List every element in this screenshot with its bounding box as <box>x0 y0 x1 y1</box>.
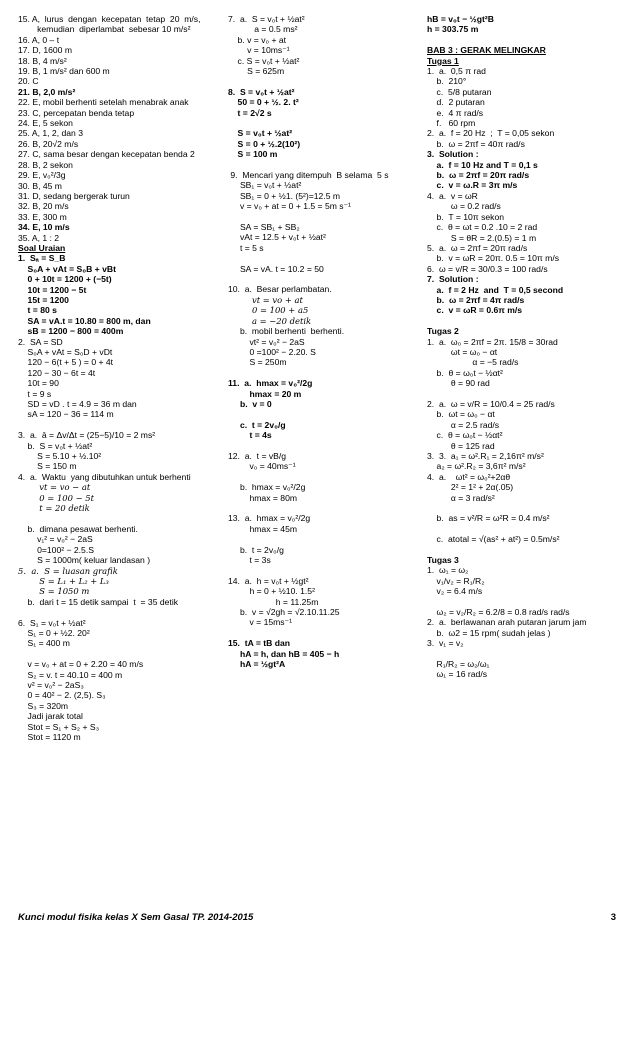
text-line <box>18 513 216 523</box>
text-line: hmax = 80m <box>228 492 298 503</box>
text-line: h = 11.25m <box>228 596 319 607</box>
text-line: kemudian diperlambat sebesar 10 m/s² <box>18 24 191 35</box>
text-line: ω₂ = v₂/R₂ = 6.2/8 = 0.8 rad/s rad/s <box>427 607 570 618</box>
text-line: 26. B, 20√2 m/s <box>18 138 79 149</box>
text-line: 19. B, 1 m/s² dan 600 m <box>18 66 110 77</box>
text-line: 1. a. 0,5 π rad <box>427 66 486 77</box>
text-line: h = 303.75 m <box>427 24 479 35</box>
text-line: 0=100² − 2.5.S <box>18 544 94 555</box>
text-line: hA = ½gt²A <box>228 658 286 669</box>
text-line: S₁ = 0 + ½2. 20² <box>18 627 90 638</box>
text-line <box>427 503 625 513</box>
text-line: Tugas 1 <box>427 55 459 66</box>
text-line: vt² = v₀² − 2aS <box>228 336 305 347</box>
text-line: vAt = 12.5 + v₀t + ½at² <box>228 232 326 243</box>
text-line: 13. a. hmax = v₀²/2g <box>228 513 311 524</box>
text-line: b. θ = ω₀t − ½αt² <box>427 367 503 378</box>
text-line: BAB 3 : GERAK MELINGKAR <box>427 45 546 56</box>
text-line: 24. E, 5 sekon <box>18 118 73 129</box>
text-line: c. v = ωR = 0.6π m/s <box>427 305 523 316</box>
text-line: SA = SB₁ + SB₂ <box>228 222 300 233</box>
text-line: 28. B, 2 sekon <box>18 159 73 170</box>
text-line: 3. 3. a₁ = ω².R₁ = 2,16π² m/s² <box>427 451 544 462</box>
text-line: hA = h, dan hB = 405 − h <box>228 648 340 659</box>
text-line: e. 4 π rad/s <box>427 107 484 118</box>
text-line: 35. A, 1 : 2 <box>18 232 60 243</box>
text-line: θ = 90 rad <box>427 378 490 389</box>
text-line: 1. ω₁ = ω₂ <box>427 565 469 576</box>
text-line <box>18 420 216 430</box>
text-line: 2. a. f = 20 Hz ; T = 0,05 sekon <box>427 128 555 139</box>
text-line <box>228 441 423 451</box>
text-line <box>228 472 423 482</box>
text-line: b. v = 0 <box>228 398 272 409</box>
text-line: 8. S = v₀t + ½at² <box>228 86 295 97</box>
text-line: c. θ = ωt = 0.2 .10 = 2 rad <box>427 222 538 233</box>
text-line: 2. a. berlawanan arah putaran jarum jam <box>427 617 587 628</box>
text-line: 0 =100² − 2.20. S <box>228 346 316 357</box>
text-line: b. ω2 = 15 rpm( sudah jelas ) <box>427 627 551 638</box>
page-number: 3 <box>610 912 616 923</box>
text-line: S = 1000m( keluar landasan ) <box>18 555 151 566</box>
text-line: 4. a. ωt² = ω₀²+2αθ <box>427 471 511 482</box>
text-line: ω = 0.2 rad/s <box>427 201 501 212</box>
text-line: b. hmax = v₀²/2g <box>228 482 306 493</box>
text-line: 5. a. S = luasan grafik <box>18 565 118 576</box>
text-line: 2. a. ω = v/R = 10/0.4 = 25 rad/s <box>427 398 555 409</box>
text-line: α = 3 rad/s² <box>427 492 495 503</box>
text-line: a = −20 detik <box>228 315 312 326</box>
text-line: Soal Uraian <box>18 242 66 253</box>
text-line: S = θR = 2.(0.5) = 1 m <box>427 232 537 243</box>
text-line <box>228 503 423 513</box>
text-line: SB₁ = v₀t + ½at² <box>228 180 302 191</box>
text-line: 6. ω = v/R = 30/0.3 = 100 rad/s <box>427 263 548 274</box>
text-line: α = 2.5 rad/s <box>427 419 500 430</box>
text-line: Jadi jarak total <box>18 711 83 722</box>
text-line: S₀A + vAt = S₀B + vBt <box>18 263 116 274</box>
text-line: 120 − 30 − 6t = 4t <box>18 367 96 378</box>
text-line: R₁/R₂ = ω₂/ω₁ <box>427 659 490 670</box>
text-line: 9. Mencari yang ditempuh B selama 5 s <box>228 170 389 181</box>
text-line: 3. Solution : <box>427 149 479 160</box>
text-line: b. dimana pesawat berhenti. <box>18 523 138 534</box>
text-line: b. v = ωR = 20π. 0.5 = 10π m/s <box>427 253 560 264</box>
text-line: Stot = S₁ + S₂ + S₃ <box>18 721 100 732</box>
text-line: 27. C, sama besar dengan kecepatan benda 2 <box>18 149 195 160</box>
text-line: b. as = v²/R = ω²R = 0.4 m/s² <box>427 513 550 524</box>
text-line <box>427 649 625 659</box>
text-line: SA = vA. t = 10.2 = 50 <box>228 263 324 274</box>
text-line <box>228 274 423 284</box>
text-line: b. ωt = ω₀ − αt <box>427 409 495 420</box>
text-line: 15. A, lurus dengan kecepatan tetap 20 m/s, <box>18 14 201 24</box>
text-line: v = 10ms⁻¹ <box>228 45 290 56</box>
text-line: hB = v₀t − ½gt²B <box>427 14 494 24</box>
text-line: S₁ = 400 m <box>18 638 70 649</box>
text-line: 10t = 90 <box>18 378 59 389</box>
text-line: v = 15ms⁻¹ <box>228 617 292 628</box>
text-line: v² = v₀² − 2aS₃ <box>18 679 84 690</box>
text-line: hmax = 45m <box>228 523 298 534</box>
text-line: 34. E, 10 m/s <box>18 222 70 233</box>
text-line: 50 = 0 + ½. 2. t² <box>228 97 299 108</box>
text-line: b. t = 2v₀/g <box>228 544 284 555</box>
text-line: vt = vo − at <box>18 482 91 493</box>
text-line: b. mobil berhenti berhenti. <box>228 326 345 337</box>
text-line <box>228 76 423 86</box>
text-line: 12. a. t = vB/g <box>228 450 287 461</box>
text-line: c. θ = ω₀t − ½αt² <box>427 430 503 441</box>
text-line: v = v₀ + at = 0 + 1.5 = 5m s⁻¹ <box>228 201 351 212</box>
text-line: 10t = 1200 − 5t <box>18 284 87 295</box>
text-line: b. v = √2gh = √2.10.11.25 <box>228 606 340 617</box>
text-line: 3. v₁ = v₂ <box>427 638 464 649</box>
text-line: 33. E, 300 m <box>18 211 67 222</box>
text-line: α = −5 rad/s <box>427 357 519 368</box>
text-line: Tugas 2 <box>427 326 459 337</box>
column-left <box>18 14 216 742</box>
text-line: S = 100 m <box>228 149 278 160</box>
text-line: 17. D, 1600 m <box>18 45 72 56</box>
text-line: 32. B, 20 m/s <box>18 201 69 212</box>
text-line: 30. B, 45 m <box>18 180 62 191</box>
page-footer <box>18 912 620 923</box>
text-line: c. t = 2v₀/g <box>228 419 286 430</box>
text-line: 0 = 100 + a5 <box>228 305 309 316</box>
text-line: S₂ = v. t = 40.10 = 400 m <box>18 669 123 680</box>
column-right <box>427 14 625 680</box>
text-line: f. 60 rpm <box>427 118 476 129</box>
text-line: 1. a. ω₀ = 2πf = 2π. 15/8 = 30rad <box>427 336 558 347</box>
footer-title: Kunci modul fisika kelas X Sem Gasal TP. 2014-2015 <box>18 912 254 923</box>
text-line: 6. S₁ = v₀t + ½at² <box>18 617 86 628</box>
text-line: 31. D, sedang bergerak turun <box>18 190 130 201</box>
text-line: 2² = 1² + 2α(.05) <box>427 482 514 493</box>
text-line: c. 5/8 putaran <box>427 86 492 97</box>
text-line: 10. a. Besar perlambatan. <box>228 284 332 295</box>
text-line: S = v₀t + ½at² <box>228 128 293 139</box>
text-line <box>427 597 625 607</box>
text-line <box>228 628 423 638</box>
text-line: 7. a. S = v₀t + ½at² <box>228 14 305 24</box>
text-line <box>427 35 625 45</box>
text-line: Tugas 3 <box>427 555 459 566</box>
text-line <box>18 607 216 617</box>
text-line: S = 0 + ½.2(10²) <box>228 138 301 149</box>
text-line <box>427 524 625 534</box>
text-line: 18. B, 4 m/s² <box>18 55 67 66</box>
text-line <box>228 565 423 575</box>
text-line: 15t = 1200 <box>18 294 69 305</box>
text-line: t = 4s <box>228 430 272 441</box>
text-line: 2. SA = SD <box>18 336 63 347</box>
text-line <box>427 389 625 399</box>
text-line: 22. E, mobil berhenti setelah menabrak anak <box>18 97 189 108</box>
text-line <box>228 534 423 544</box>
text-line: h = 0 + ½10. 1.5² <box>228 586 315 597</box>
text-line: 4. a. v = ωR <box>427 190 478 201</box>
text-line: 23. C, percepatan benda tetap <box>18 107 135 118</box>
text-line: S₀A + vAt = S₀D + vDt <box>18 347 113 357</box>
text-line: S = 150 m <box>18 461 77 472</box>
text-line: b. dari t = 15 detik sampai t = 35 detik <box>18 596 179 607</box>
text-line: 11. a. hmax = v₀²/2g <box>228 378 313 389</box>
text-line: t = 3s <box>228 554 271 565</box>
text-line: 14. a. h = v₀t + ½gt² <box>228 575 309 586</box>
text-line: c. v = ω.R = 3π m/s <box>427 180 518 191</box>
text-line <box>228 160 423 170</box>
text-line <box>427 316 625 326</box>
text-line: v₂ = 6.4 m/s <box>427 586 483 597</box>
text-line <box>228 212 423 222</box>
text-line: Stot = 1120 m <box>18 731 81 742</box>
text-line: b. S = v₀t + ½at² <box>18 440 93 451</box>
text-line: b. ω = 2πf = 4π rad/s <box>427 294 525 305</box>
text-line: S = 250m <box>228 357 287 368</box>
text-line <box>427 545 625 555</box>
text-line: S₃ = 320m <box>18 700 69 711</box>
text-line: a. f = 10 Hz and T = 0,1 s <box>427 159 538 170</box>
text-line: 1. Sₐ = S_B <box>18 253 66 264</box>
text-line: SD = vD . t = 4.9 = 36 m dan <box>18 399 137 410</box>
text-line: b. ω = 2πf = 40π rad/s <box>427 138 525 149</box>
text-line: 20. C <box>18 76 39 87</box>
text-line: b. ω = 2πf = 20π rad/s <box>427 170 530 181</box>
text-line: 16. A, 0 – t <box>18 34 60 45</box>
text-line: t = 80 s <box>18 305 57 316</box>
text-line: ω₁ = 16 rad/s <box>427 669 488 680</box>
text-line: d. 2 putaran <box>427 97 485 108</box>
text-line: 4. a. Waktu yang dibutuhkan untuk berhenti <box>18 471 191 482</box>
text-line: v = v₀ + at = 0 + 2.20 = 40 m/s <box>18 659 144 670</box>
text-line: 0 = 40² − 2. (2,5). S₃ <box>18 690 106 701</box>
text-line: t = 9 s <box>18 388 52 399</box>
text-line: 29. E, v₀²/3g <box>18 170 66 181</box>
text-line: b. T = 10π sekon <box>427 211 505 222</box>
text-line: 3. a. ā = Δv/Δt = (25−5)/10 = 2 ms² <box>18 430 156 441</box>
text-line <box>228 409 423 419</box>
text-line: c. atotal = √(as² + at²) = 0.5m/s² <box>427 534 560 545</box>
text-line: v₀ = 40ms⁻¹ <box>228 461 296 472</box>
text-line <box>228 368 423 378</box>
text-line: t = 2√2 s <box>228 107 272 118</box>
text-line: b. 210° <box>427 76 467 87</box>
text-line: S = 625m <box>228 66 285 77</box>
text-line: t = 5 s <box>228 242 264 253</box>
text-line: sA = 120 − 36 = 114 m <box>18 409 114 420</box>
text-line: t = 20 detik <box>18 503 90 514</box>
text-line: 120 − 6(t + 5 ) = 0 + 4t <box>18 357 114 368</box>
text-line <box>18 649 216 659</box>
text-line: vt = vo + at <box>228 294 303 305</box>
text-line: 5. a. ω = 2πf = 20π rad/s <box>427 242 528 253</box>
text-line: a = 0.5 ms² <box>228 24 298 35</box>
column-middle <box>228 14 423 669</box>
text-line: SA = vA.t = 10.80 = 800 m, dan <box>18 315 151 326</box>
text-line: sB = 1200 − 800 = 400m <box>18 326 124 337</box>
text-line: θ = 125 rad <box>427 440 495 451</box>
text-line: 0 = 100 − 5t <box>18 492 94 503</box>
text-line <box>228 118 423 128</box>
text-line: ωt = ω₀ − αt <box>427 346 498 357</box>
text-line: hmax = 20 m <box>228 388 302 399</box>
text-line: c. S = v₀t + ½at² <box>228 55 300 66</box>
text-line: b. v = v₀ + at <box>228 34 287 45</box>
text-line <box>228 253 423 263</box>
text-line: v₁² = v₀² − 2aS <box>18 534 93 545</box>
text-line: S = 5.10 + ½.10² <box>18 451 102 462</box>
text-line: 15. tA = tB dan <box>228 638 290 649</box>
text-line: 7. Solution : <box>427 274 479 285</box>
text-line: 0 + 10t = 1200 + (−5t) <box>18 274 112 285</box>
text-line: 21. B, 2,0 m/s² <box>18 86 76 97</box>
text-line: SB₁ = 0 + ½1. (5²)=12.5 m <box>228 190 341 201</box>
text-line: v₁/v₂ = R₁/R₂ <box>427 575 485 586</box>
text-line: a. f = 2 Hz and T = 0,5 second <box>427 284 564 295</box>
text-line: S = 1050 m <box>18 586 90 597</box>
text-line: a₂ = ω².R₂ = 3,6π² m/s² <box>427 461 526 472</box>
text-line: S = L₁ + L₂ + L₃ <box>18 575 109 586</box>
text-line: 25. A, 1, 2, dan 3 <box>18 128 83 139</box>
